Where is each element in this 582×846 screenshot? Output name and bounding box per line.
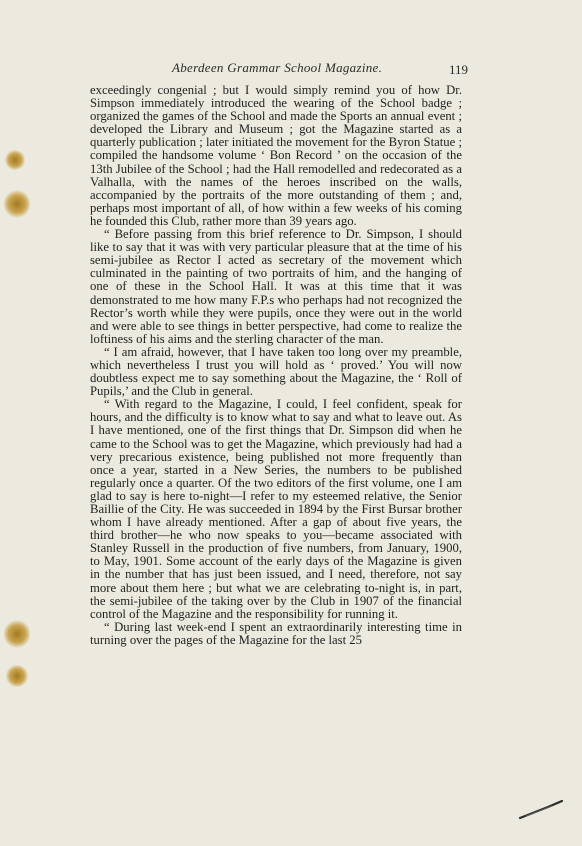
page-header [90, 60, 468, 78]
paragraph: “ During last week-end I spent an extraordinarily interesting time in turning over the pages of the Magazine for the last 25 [90, 619, 462, 647]
foxing-spot [4, 190, 30, 218]
foxing-spot [5, 150, 25, 170]
running-title: Aberdeen Grammar School Magazine. [172, 60, 383, 75]
page-number: 119 [448, 62, 468, 77]
paragraph: “ I am afraid, however, that I have taken too long over my preamble, which nevertheless I trust you will hold as ‘ proved.’ You will now doubtless expect me to say something about the Magazine, the ‘ Roll of Pupils,’ and the Club in general. [90, 344, 462, 399]
paragraph: “ With regard to the Magazine, I could, I feel confident, speak for hours, and the difficulty is to know what to say and what to leave out. As I have mentioned, one of the first things that Dr. Simpson did when he came to the School was to get the Magazine, which previously had had a very precarious existence, being published not more frequently than once a year, started in a New Series, the numbers to be published regularly once a quarter. Of the two editors of the first volume, one I am glad to say is here to-night—I refer to my esteemed relative, the Senior Baillie of the City. He was succeeded in 1894 by the First Bursar brother whom I have already mentioned. After a gap of about five years, the third brother—he who now speaks to you—became associated with Stanley Russell in the production of five numbers, from January, 1900, to May, 1901. Some account of the early days of the Magazine is given in the number that has just been issued, and I need, therefore, not say more about them here ; but what we are celebrating to-night is, in part, the semi-jubilee of the taking over by the Club in 1907 of the financial control of the Magazine and the responsibility for running it. [90, 397, 462, 621]
pen-stroke-mark [518, 800, 564, 820]
paragraph: “ Before passing from this brief reference to Dr. Simpson, I should like to say that it was with very particular pleasure that at the time of his semi-jubilee as Rector I acted as secretary of the movement which culminated in the painting of two portraits of him, and the hanging of one of these in the School Hall. It was at this time that it was demonstrated to me how many F.P.s who perhaps had not recognized the Rector’s worth while they were pupils, once they were out in the world and were able to see things in better perspective, had come to realize the loftiness of his aims and the sterling character of the man. [90, 227, 462, 346]
foxing-spot [4, 620, 30, 648]
paragraph: exceedingly congenial ; but I would simply remind you of how Dr. Simpson immediately introduced the wearing of the School badge ; organized the games of the School and made the Sports an annual event ; developed the Library and Museum ; got the Magazine started as a quarterly publication ; later initiated the movement for the Byron Statue ; compiled the handsome volume ‘ Bon Record ’ on the occasion of the 13th Jubilee of the School ; had the Hall remodelled and redecorated as a Valhalla, with the names of the heroes inscribed on the walls, accompanied by the portraits of the more outstanding of them ; and, perhaps most important of all, of how within a few weeks of his coming he founded this Club, rather more than 39 years ago. [90, 83, 462, 228]
body-text [90, 84, 462, 647]
foxing-spot [6, 665, 28, 687]
